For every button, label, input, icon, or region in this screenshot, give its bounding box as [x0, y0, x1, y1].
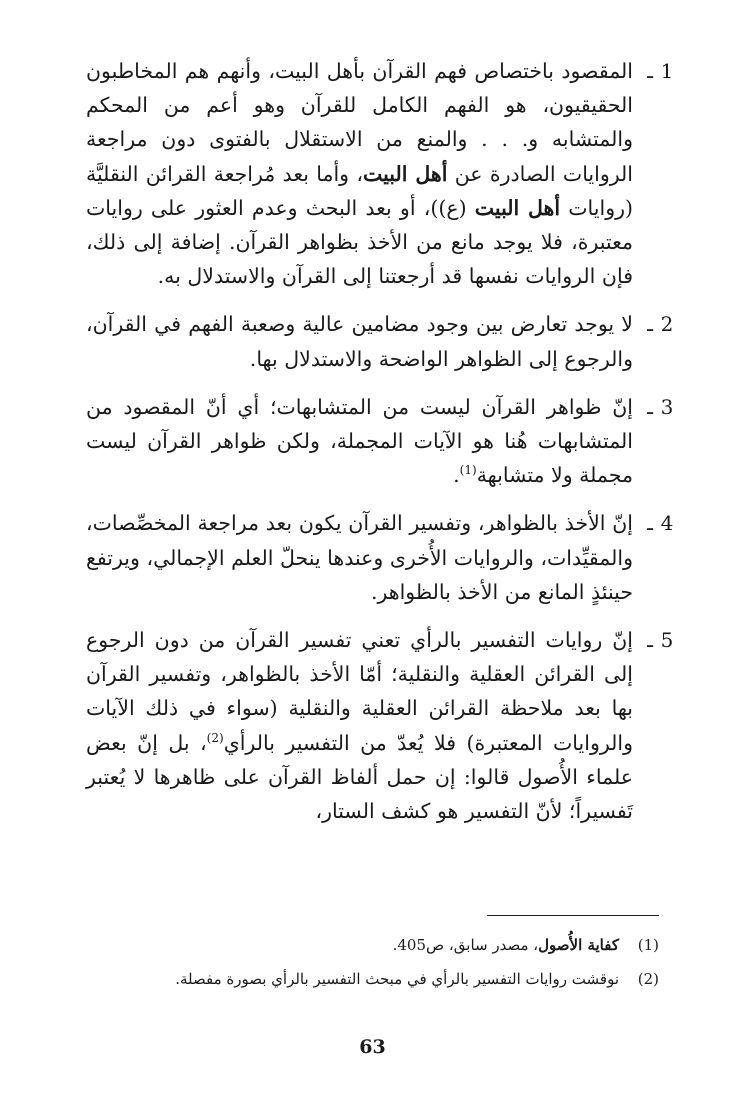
item-dash: ـ [647, 59, 653, 83]
text-run: (ع))، أو بعد البحث وعدم العثور على روايات معتبرة، فلا يوجد مانع من الأخذ بظواهر القرآن. إضافة إلى ذلك، فإن الروايات نفسها قد أرجعتنا إلى القرآن والاستدلال به. [86, 195, 633, 289]
item-dash: ـ [647, 394, 653, 419]
text-run: المقصود باختصاص فهم القرآن بأهل البيت، وأنهم هم المخاطبون الحقيقيون، هو الفهم الكامل للقرآن وهو أعم من المحكم والمتشابه و. . . والمنع من الاستقلال بالفتوى دون مراجعة الروايات الصادرة عن [86, 59, 633, 186]
item-dash: ـ [647, 628, 653, 653]
bold-term: أهل البيت [362, 161, 448, 186]
list-item [86, 307, 675, 375]
footnote-number: (2) [637, 970, 659, 988]
footnote-reference[interactable]: (2) [206, 730, 224, 745]
footnote-text [393, 928, 619, 962]
item-marker [633, 506, 675, 540]
bold-term: أهل البيت [474, 195, 561, 220]
item-marker [633, 623, 675, 657]
footnote-text [175, 962, 619, 996]
item-dash: ـ [647, 312, 653, 337]
item-text [86, 54, 633, 293]
footnote [86, 962, 659, 996]
text-run: إنّ روايات التفسير بالرأي تعني تفسير القرآن من دون الرجوع إلى القرائن العقلية والنقلية؛ أمّا الأخذ بالظواهر، وتفسير القرآن بها بعد ملاحظة القرائن العقلية والنقلية (سواء في ذلك الآيات والروايات المعتبرة) فلا يُعدّ من التفسير بالرأي [86, 628, 633, 755]
item-number: 4 [660, 511, 674, 536]
footnote [86, 928, 659, 962]
item-text: لا يوجد تعارض بين وجود مضامين عالية وصعبة الفهم في القرآن، والرجوع إلى الظواهر الواضحة والاستدلال بها. [86, 312, 633, 371]
item-number: 1 [660, 59, 674, 83]
item-dash: ـ [647, 511, 653, 536]
text-run: . [453, 463, 460, 488]
item-marker [633, 390, 675, 424]
footnote-reference[interactable]: (1) [459, 463, 477, 478]
list-item [86, 623, 675, 828]
item-text: إنّ الأخذ بالظواهر، وتفسير القرآن يكون بعد مراجعة المخصِّصات، والمقيِّدات، والروايات الأُخرى وعندها ينحلّ العلم الإجمالي، ويرتفع حينئذٍ المانع من الأخذ بالظواهر. [86, 511, 633, 604]
footnote-divider [487, 915, 659, 916]
item-number: 5 [660, 628, 674, 653]
footnote-rest: ، مصدر سابق، ص405. [392, 936, 539, 954]
item-number: 2 [660, 312, 674, 337]
text-run: ، وأما بعد مُراجعة القرائن النقليَّة (روايات [86, 161, 633, 220]
list-item [86, 390, 675, 493]
list-item [86, 506, 675, 609]
text-run: إنّ ظواهر القرآن ليست من المتشابهات؛ أي أنّ المقصود من المتشابهات هُنا هو الآيات المجملة، ولكن ظواهر القرآن ليست مجملة ولا متشابهة [86, 394, 633, 488]
list-item [86, 54, 675, 293]
numbered-list [86, 54, 675, 842]
text-run: ، بل إنّ بعض علماء الأُصول قالوا: إن حمل ألفاظ القرآن على ظاهرها لا يُعتبر تَفسيراً؛ لأنّ التفسير هو كشف الستار، [86, 730, 633, 824]
item-number: 3 [660, 394, 674, 419]
page-number: 63 [359, 1036, 386, 1058]
footnote-title: كفاية الأُصول [538, 936, 619, 954]
item-marker [633, 307, 675, 341]
footnote-rest: نوقشت روايات التفسير بالرأي في مبحث التفسير بالرأي بصورة مفصلة. [175, 970, 619, 988]
footnote-number: (1) [637, 936, 659, 954]
item-text [86, 390, 633, 493]
footnotes [86, 928, 659, 996]
item-text [86, 623, 633, 828]
item-marker [633, 54, 675, 88]
